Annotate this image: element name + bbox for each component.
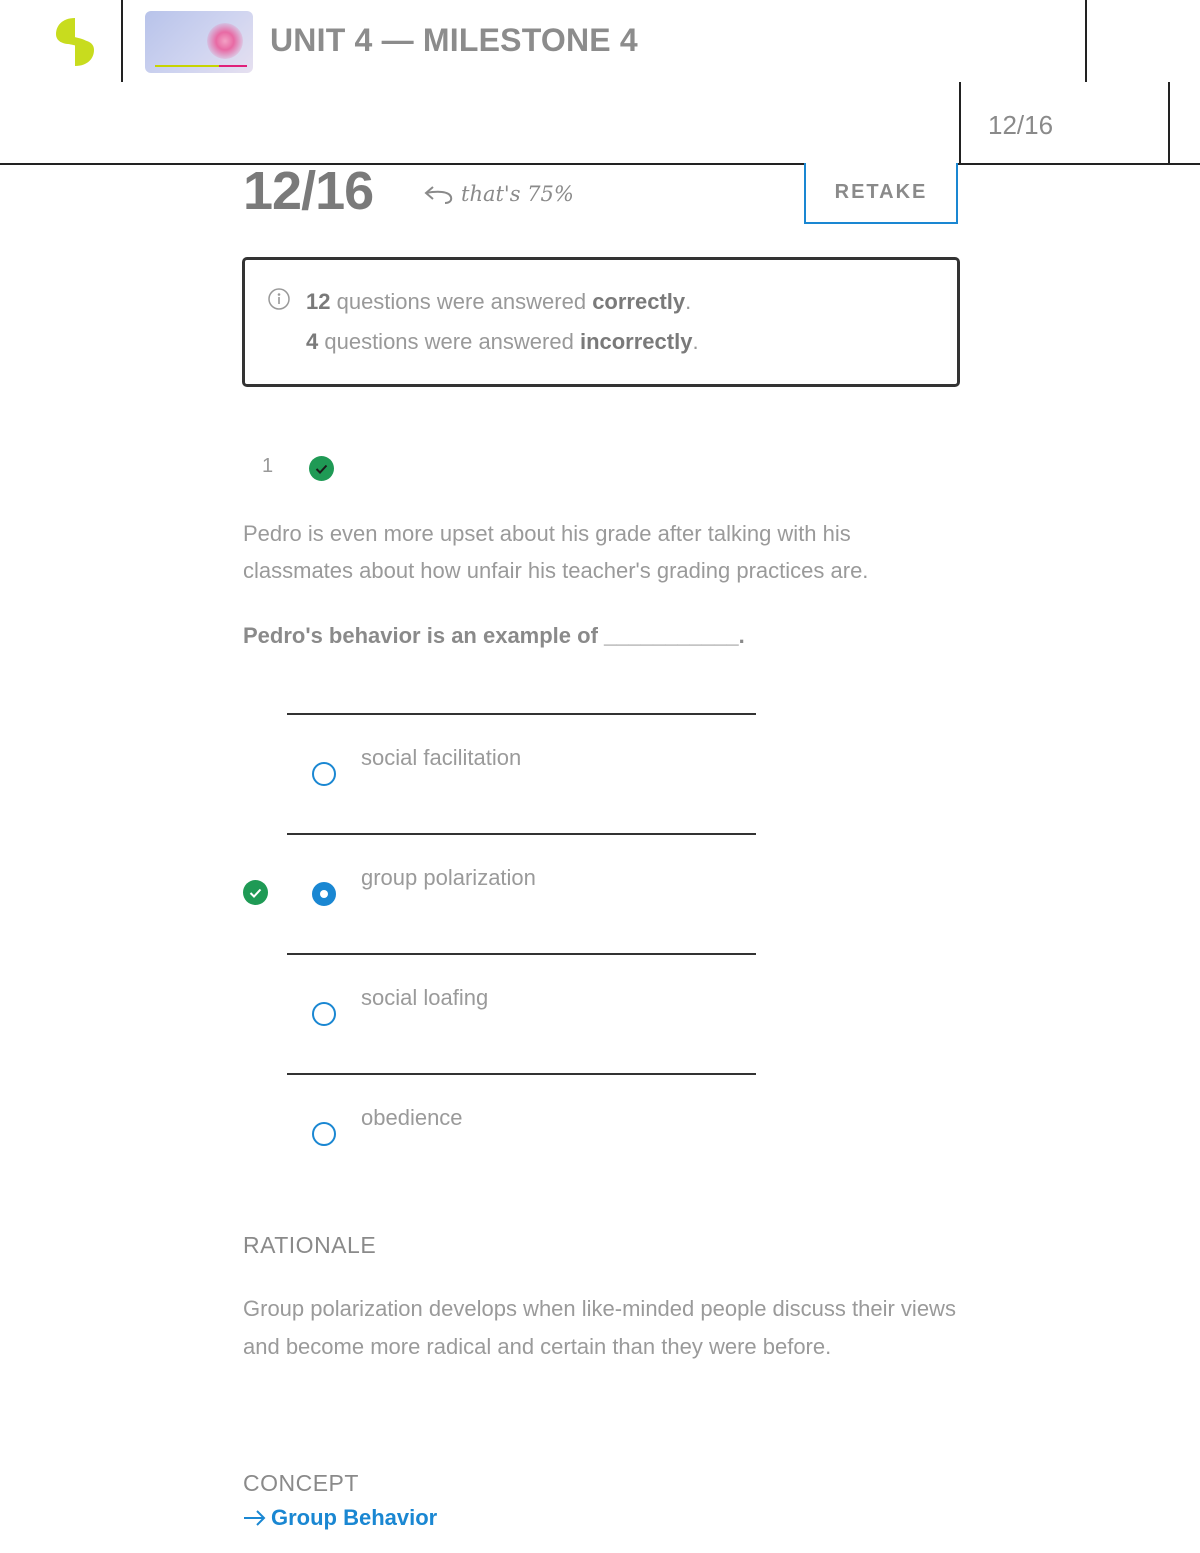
question-number: 1 bbox=[262, 455, 274, 477]
arrow-right-icon bbox=[243, 1509, 267, 1527]
header-bottom-border bbox=[0, 163, 1200, 165]
option-label[interactable]: social loafing bbox=[361, 985, 489, 1010]
retake-button[interactable]: RETAKE bbox=[804, 163, 958, 224]
header-divider-right bbox=[1085, 0, 1087, 82]
question-text: Pedro is even more upset about his grade after talking with his classmates about how unfair his teacher's grading practices are. bbox=[243, 521, 869, 583]
results-summary-box bbox=[242, 257, 960, 387]
question-prompt: Pedro's behavior is an example of ___________. bbox=[243, 623, 745, 648]
summary-correct-line: 12 questions were answered correctly. bbox=[306, 289, 692, 314]
concept-link[interactable] bbox=[243, 1505, 437, 1531]
option-divider bbox=[287, 953, 756, 955]
option-radio-social-facilitation[interactable] bbox=[312, 762, 336, 786]
info-icon bbox=[268, 288, 290, 310]
rationale-heading: RATIONALE bbox=[243, 1232, 377, 1258]
concept-heading: CONCEPT bbox=[243, 1470, 359, 1496]
option-divider bbox=[287, 833, 756, 835]
header-score: 12/16 bbox=[988, 110, 1054, 140]
option-label[interactable]: group polarization bbox=[361, 865, 536, 890]
option-radio-social-loafing[interactable] bbox=[312, 1002, 336, 1026]
percent-note-text: that's 75% bbox=[461, 182, 574, 206]
curved-arrow-icon bbox=[423, 183, 455, 205]
option-divider bbox=[287, 1073, 756, 1075]
question-correct-check-icon bbox=[309, 456, 334, 481]
score-percent-note bbox=[423, 182, 574, 206]
score-box-left-border bbox=[959, 82, 961, 164]
rationale-text: Group polarization develops when like-minded people discuss their views and become more radical and certain than they were before. bbox=[243, 1296, 956, 1359]
score-total: 12/16 bbox=[243, 161, 374, 221]
option-label[interactable]: social facilitation bbox=[361, 745, 522, 770]
score-box-right-border bbox=[1168, 82, 1170, 164]
option-label[interactable]: obedience bbox=[361, 1105, 463, 1130]
summary-incorrect-line: 4 questions were answered incorrectly. bbox=[306, 329, 699, 354]
concept-link-label[interactable]: Group Behavior bbox=[271, 1505, 438, 1530]
option-radio-obedience[interactable] bbox=[312, 1122, 336, 1146]
unit-thumbnail bbox=[145, 11, 253, 73]
sophia-logo-icon[interactable] bbox=[52, 14, 98, 70]
option-divider bbox=[287, 713, 756, 715]
unit-title: UNIT 4 — MILESTONE 4 bbox=[270, 22, 638, 58]
option-radio-group-polarization[interactable] bbox=[312, 882, 336, 906]
header-divider bbox=[121, 0, 123, 82]
correct-answer-check-icon bbox=[243, 880, 268, 905]
